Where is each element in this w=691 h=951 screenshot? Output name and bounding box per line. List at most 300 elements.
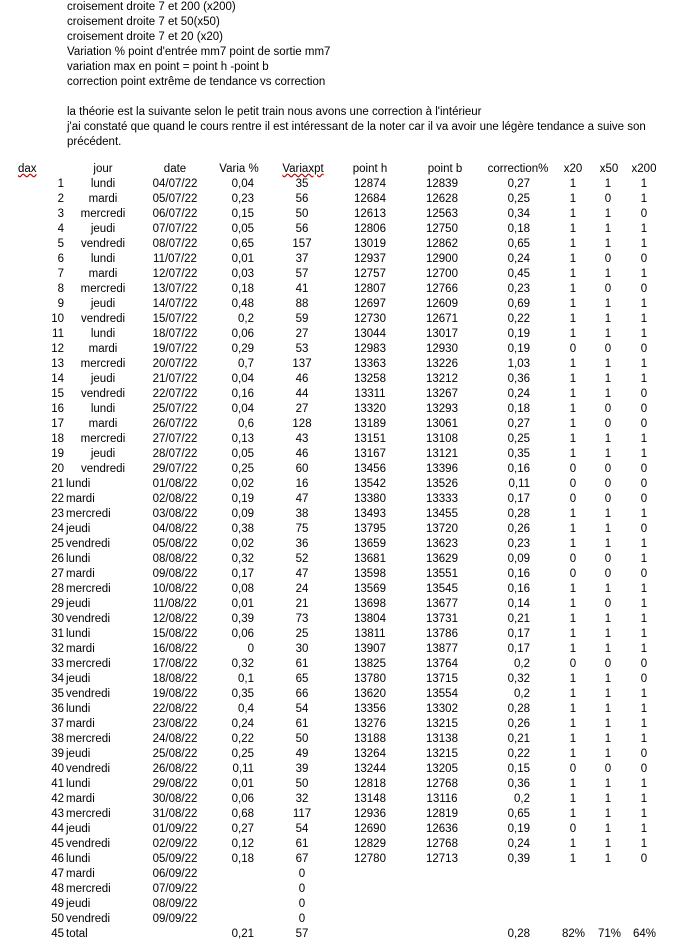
row-x50: 1: [604, 613, 612, 625]
row-date: 20/07/22: [152, 358, 198, 370]
table-row: [0, 807, 691, 822]
row-point-b: 13138: [426, 733, 458, 745]
row-index: 26: [51, 553, 64, 565]
row-index: 6: [57, 253, 64, 265]
row-point-b: 12819: [426, 808, 458, 820]
row-jour: mardi: [88, 193, 118, 205]
row-x200: 1: [640, 538, 648, 550]
table-row: [0, 432, 691, 447]
row-variaxpt: 30: [295, 643, 309, 655]
row-x50: 1: [604, 388, 612, 400]
row-variaxpt: 49: [295, 748, 309, 760]
note-line: j'ai constaté que quand le cours rentre il est intéressant de la noter car il va avoir une légère tendance a suive son: [67, 121, 646, 133]
row-jour: lundi: [90, 403, 116, 415]
row-x20: 1: [569, 268, 577, 280]
row-index: 22: [51, 493, 64, 505]
row-correction: 0,22: [507, 748, 530, 760]
row-correction: 0,16: [507, 463, 530, 475]
row-correction: 0,21: [507, 733, 530, 745]
row-jour: jeudi: [90, 448, 116, 460]
row-index: 31: [51, 628, 64, 640]
row-x20: 0: [569, 463, 577, 475]
row-jour: vendredi: [66, 763, 111, 775]
header-x200: x200: [631, 163, 657, 175]
row-point-b: 13333: [426, 493, 458, 505]
row-x50: 0: [604, 418, 612, 430]
row-correction: 0,18: [507, 223, 530, 235]
row-x50: 0: [604, 403, 612, 415]
row-varia: 0,02: [231, 538, 254, 550]
row-varia: 0,01: [231, 253, 254, 265]
row-date: 08/09/22: [152, 898, 198, 910]
row-jour: lundi: [66, 478, 91, 490]
row-jour: vendredi: [80, 388, 126, 400]
row-jour: mercredi: [80, 433, 126, 445]
row-point-b: 13215: [426, 718, 458, 730]
total-correction: 0,28: [507, 928, 530, 940]
row-point-b: 12750: [426, 223, 458, 235]
row-x200: 1: [640, 823, 648, 835]
row-varia: 0,23: [231, 193, 254, 205]
row-x20: 1: [569, 748, 577, 760]
row-jour: lundi: [66, 628, 91, 640]
row-jour: vendredi: [66, 613, 111, 625]
row-point-b: 13623: [426, 538, 458, 550]
row-varia: 0,68: [231, 808, 254, 820]
row-jour: jeudi: [66, 898, 91, 910]
total-row: [0, 927, 691, 942]
row-correction: 0,27: [507, 178, 530, 190]
row-varia: 0,27: [231, 823, 254, 835]
row-point-h: 13795: [354, 523, 386, 535]
row-index: 41: [51, 778, 64, 790]
row-variaxpt: 37: [295, 253, 309, 265]
row-x50: 1: [604, 778, 612, 790]
row-point-b: 13205: [426, 763, 458, 775]
row-index: 48: [51, 883, 64, 895]
row-x200: 1: [640, 358, 648, 370]
row-jour: mardi: [88, 343, 118, 355]
row-variaxpt: 50: [295, 733, 309, 745]
row-x20: 1: [569, 373, 577, 385]
row-varia: 0,25: [231, 748, 254, 760]
row-point-b: 12713: [426, 853, 458, 865]
header-x20: x20: [563, 163, 583, 175]
row-point-b: 13108: [426, 433, 458, 445]
row-x20: 1: [569, 778, 577, 790]
row-variaxpt: 88: [295, 298, 309, 310]
row-x20: 1: [569, 388, 577, 400]
row-jour: lundi: [66, 553, 91, 565]
row-index: 47: [51, 868, 64, 880]
row-x200: 1: [640, 643, 648, 655]
row-index: 14: [51, 373, 64, 385]
row-x20: 0: [569, 823, 577, 835]
row-date: 28/07/22: [152, 448, 198, 460]
row-date: 07/09/22: [152, 883, 198, 895]
row-index: 20: [51, 463, 64, 475]
row-jour: lundi: [66, 853, 91, 865]
header-point-h: point h: [352, 163, 388, 175]
row-x200: 0: [640, 418, 648, 430]
row-variaxpt: 53: [295, 343, 309, 355]
row-point-h: 12697: [354, 298, 386, 310]
row-correction: 0,25: [507, 193, 530, 205]
row-date: 19/08/22: [152, 688, 198, 700]
row-varia: 0,13: [231, 433, 254, 445]
row-jour: mardi: [66, 718, 95, 730]
row-date: 26/08/22: [152, 763, 198, 775]
row-point-h: 13542: [354, 478, 386, 490]
row-date: 15/07/22: [152, 313, 198, 325]
row-x50: 0: [604, 343, 612, 355]
row-x200: 1: [640, 733, 648, 745]
row-point-b: 12671: [426, 313, 458, 325]
row-variaxpt: 0: [298, 913, 306, 925]
row-point-b: 13731: [426, 613, 458, 625]
row-correction: 0,21: [507, 613, 530, 625]
row-varia: 0,35: [231, 688, 254, 700]
row-point-h: 12690: [354, 823, 386, 835]
row-x50: 1: [604, 838, 612, 850]
row-jour: mercredi: [66, 733, 111, 745]
row-x20: 1: [569, 223, 577, 235]
row-point-h: 12936: [354, 808, 386, 820]
row-varia: 0,15: [231, 208, 254, 220]
row-point-b: 12768: [426, 838, 458, 850]
row-index: 12: [51, 343, 64, 355]
row-varia: 0,19: [231, 493, 254, 505]
row-index: 10: [51, 313, 64, 325]
row-correction: 0,65: [507, 238, 530, 250]
row-variaxpt: 50: [295, 778, 309, 790]
row-index: 17: [51, 418, 64, 430]
row-x50: 1: [604, 718, 612, 730]
row-varia: 0,22: [231, 733, 254, 745]
row-x50: 1: [604, 373, 612, 385]
row-date: 01/09/22: [152, 823, 198, 835]
row-variaxpt: 0: [298, 898, 306, 910]
table-row: [0, 192, 691, 207]
row-jour: vendredi: [66, 838, 111, 850]
row-jour: lundi: [90, 253, 116, 265]
row-x200: 0: [640, 673, 648, 685]
table-row: [0, 627, 691, 642]
row-x20: 0: [569, 568, 577, 580]
row-point-h: 13780: [354, 673, 386, 685]
row-date: 10/08/22: [152, 583, 198, 595]
row-jour: mercredi: [80, 283, 126, 295]
row-x200: 1: [640, 508, 648, 520]
row-varia: 0,01: [231, 778, 254, 790]
row-x50: 0: [604, 598, 612, 610]
row-date: 04/08/22: [152, 523, 198, 535]
row-correction: 0,35: [507, 448, 530, 460]
row-index: 33: [51, 658, 64, 670]
row-variaxpt: 0: [298, 868, 306, 880]
row-point-h: 13356: [354, 703, 386, 715]
row-point-h: 13311: [354, 388, 386, 400]
row-point-b: 13061: [426, 418, 458, 430]
row-x20: 1: [569, 628, 577, 640]
note-line: Variation % point d'entrée mm7 point de sortie mm7: [67, 46, 331, 58]
row-varia: 0,17: [231, 568, 254, 580]
row-date: 09/09/22: [152, 913, 198, 925]
row-variaxpt: 39: [295, 763, 309, 775]
row-point-h: 12730: [354, 313, 386, 325]
row-point-h: 12780: [354, 853, 386, 865]
row-jour: jeudi: [66, 823, 91, 835]
row-variaxpt: 59: [295, 313, 309, 325]
row-point-h: 12807: [354, 283, 386, 295]
table-row: [0, 777, 691, 792]
row-point-h: 13019: [354, 238, 386, 250]
row-correction: 0,2: [514, 793, 530, 805]
row-jour: mercredi: [66, 808, 111, 820]
row-correction: 0,16: [507, 568, 530, 580]
row-index: 37: [51, 718, 64, 730]
row-varia: 0,65: [231, 238, 254, 250]
row-date: 17/08/22: [152, 658, 198, 670]
row-correction: 0,14: [507, 598, 530, 610]
row-x50: 0: [604, 253, 612, 265]
row-index: 7: [57, 268, 64, 280]
row-x20: 1: [569, 838, 577, 850]
row-x20: 1: [569, 193, 577, 205]
row-x20: 1: [569, 433, 577, 445]
table-row: [0, 657, 691, 672]
row-point-b: 12768: [426, 778, 458, 790]
table-row: [0, 327, 691, 342]
row-x20: 1: [569, 403, 577, 415]
row-variaxpt: 44: [295, 388, 309, 400]
row-point-b: 13121: [426, 448, 458, 460]
row-varia: 0,7: [238, 358, 254, 370]
row-index: 46: [51, 853, 64, 865]
row-varia: 0,32: [231, 553, 254, 565]
note-line: croisement droite 7 et 50(x50): [67, 16, 220, 28]
row-x50: 1: [604, 673, 612, 685]
row-jour: jeudi: [66, 598, 91, 610]
header-x50: x50: [599, 163, 619, 175]
row-x200: 1: [640, 778, 648, 790]
row-point-h: 12684: [354, 193, 386, 205]
row-point-b: 12609: [426, 298, 458, 310]
data-table: [0, 162, 691, 942]
row-jour: vendredi: [80, 313, 126, 325]
row-index: 32: [51, 643, 64, 655]
row-jour: lundi: [66, 778, 91, 790]
row-point-b: 12900: [426, 253, 458, 265]
row-index: 39: [51, 748, 64, 760]
row-x200: 1: [640, 178, 648, 190]
row-x200: 1: [640, 793, 648, 805]
table-row: [0, 567, 691, 582]
table-row: [0, 762, 691, 777]
row-correction: 0,28: [507, 703, 530, 715]
row-x200: 0: [640, 568, 648, 580]
row-varia: 0,01: [231, 598, 254, 610]
row-date: 07/07/22: [152, 223, 198, 235]
table-row: [0, 897, 691, 912]
row-index: 16: [51, 403, 64, 415]
row-point-h: 13148: [354, 793, 386, 805]
row-x20: 1: [569, 673, 577, 685]
row-correction: 0,45: [507, 268, 530, 280]
row-index: 38: [51, 733, 64, 745]
row-point-b: 13715: [426, 673, 458, 685]
row-x50: 0: [604, 553, 612, 565]
row-varia: 0,25: [231, 463, 254, 475]
row-x200: 1: [640, 373, 648, 385]
row-point-h: 13907: [354, 643, 386, 655]
total-x20: 82%: [561, 928, 585, 940]
row-point-b: 12930: [426, 343, 458, 355]
row-date: 06/07/22: [152, 208, 198, 220]
row-correction: 0,32: [507, 673, 530, 685]
row-date: 27/07/22: [152, 433, 198, 445]
row-date: 08/07/22: [152, 238, 198, 250]
row-varia: 0,18: [231, 853, 254, 865]
header-varia: Varia %: [219, 163, 259, 175]
row-varia: 0,6: [238, 418, 254, 430]
row-x20: 1: [569, 178, 577, 190]
row-index: 40: [51, 763, 64, 775]
row-date: 16/08/22: [152, 643, 198, 655]
header-dax: dax: [18, 163, 37, 175]
row-variaxpt: 43: [295, 433, 309, 445]
header-jour: jour: [93, 163, 113, 175]
header-date: date: [163, 163, 187, 175]
row-x20: 1: [569, 448, 577, 460]
table-row: [0, 642, 691, 657]
row-date: 22/07/22: [152, 388, 198, 400]
row-x50: 1: [604, 298, 612, 310]
row-varia: 0,32: [231, 658, 254, 670]
row-x20: 0: [569, 493, 577, 505]
row-x200: 1: [640, 268, 648, 280]
row-point-h: 12874: [354, 178, 386, 190]
row-varia: 0,02: [231, 478, 254, 490]
row-correction: 0,2: [514, 658, 530, 670]
row-index: 50: [51, 913, 64, 925]
table-row: [0, 492, 691, 507]
row-date: 02/09/22: [152, 838, 198, 850]
row-x200: 1: [640, 553, 648, 565]
row-x20: 1: [569, 418, 577, 430]
row-date: 30/08/22: [152, 793, 198, 805]
row-date: 18/08/22: [152, 673, 198, 685]
row-correction: 0,36: [507, 373, 530, 385]
row-index: 4: [57, 223, 64, 235]
row-x200: 1: [640, 718, 648, 730]
row-point-b: 13215: [426, 748, 458, 760]
row-variaxpt: 75: [295, 523, 309, 535]
row-point-h: 13167: [354, 448, 386, 460]
row-jour: mardi: [66, 568, 95, 580]
row-varia: 0,2: [238, 313, 254, 325]
row-correction: 0,2: [514, 688, 530, 700]
row-x50: 0: [604, 658, 612, 670]
note-line: [67, 90, 691, 105]
row-x200: 0: [640, 253, 648, 265]
row-point-h: 12757: [354, 268, 386, 280]
row-jour: mardi: [66, 643, 95, 655]
row-index: 36: [51, 703, 64, 715]
row-variaxpt: 27: [295, 403, 309, 415]
row-correction: 0,69: [507, 298, 530, 310]
row-correction: 0,25: [507, 433, 530, 445]
row-correction: 0,28: [507, 508, 530, 520]
row-point-h: 13825: [354, 658, 386, 670]
row-jour: mercredi: [80, 358, 126, 370]
row-point-b: 13877: [426, 643, 458, 655]
total-label: total: [66, 928, 88, 940]
row-varia: 0,11: [232, 763, 254, 775]
row-variaxpt: 46: [295, 373, 309, 385]
total-varia: 0,21: [231, 928, 254, 940]
row-date: 04/07/22: [152, 178, 198, 190]
row-varia: 0,06: [231, 628, 254, 640]
row-date: 29/08/22: [152, 778, 198, 790]
table-row: [0, 342, 691, 357]
row-x50: 0: [604, 493, 612, 505]
table-row: [0, 582, 691, 597]
row-x20: 1: [569, 253, 577, 265]
row-varia: 0,29: [231, 343, 254, 355]
row-point-h: 12983: [354, 343, 386, 355]
row-x20: 1: [569, 238, 577, 250]
row-index: 9: [57, 298, 64, 310]
row-correction: 0,26: [507, 718, 530, 730]
table-header: [0, 162, 691, 177]
row-correction: 0,11: [508, 478, 530, 490]
row-point-h: 13244: [354, 763, 386, 775]
row-x20: 1: [569, 718, 577, 730]
row-variaxpt: 56: [295, 193, 309, 205]
row-jour: mardi: [88, 268, 118, 280]
row-jour: lundi: [90, 178, 116, 190]
row-date: 25/08/22: [152, 748, 198, 760]
row-x50: 1: [604, 748, 612, 760]
row-varia: 0,05: [231, 448, 254, 460]
row-variaxpt: 32: [295, 793, 309, 805]
row-index: 3: [57, 208, 64, 220]
table-row: [0, 387, 691, 402]
table-row: [0, 267, 691, 282]
row-index: 28: [51, 583, 64, 595]
total-x200: 64%: [632, 928, 656, 940]
row-correction: 0,24: [507, 838, 530, 850]
row-date: 26/07/22: [152, 418, 198, 430]
row-x20: 0: [569, 343, 577, 355]
row-index: 42: [51, 793, 64, 805]
row-varia: 0,48: [231, 298, 254, 310]
row-variaxpt: 128: [292, 418, 312, 430]
header-point-b: point b: [427, 163, 463, 175]
row-x50: 1: [604, 448, 612, 460]
row-x200: 1: [640, 328, 648, 340]
row-date: 13/07/22: [152, 283, 198, 295]
row-x20: 1: [569, 643, 577, 655]
row-varia: 0: [247, 643, 254, 655]
table-row: [0, 882, 691, 897]
row-index: 44: [51, 823, 64, 835]
row-date: 23/08/22: [152, 718, 198, 730]
row-x200: 0: [640, 493, 648, 505]
row-date: 14/07/22: [152, 298, 198, 310]
header-variaxpt: Variaxpt: [282, 163, 324, 175]
